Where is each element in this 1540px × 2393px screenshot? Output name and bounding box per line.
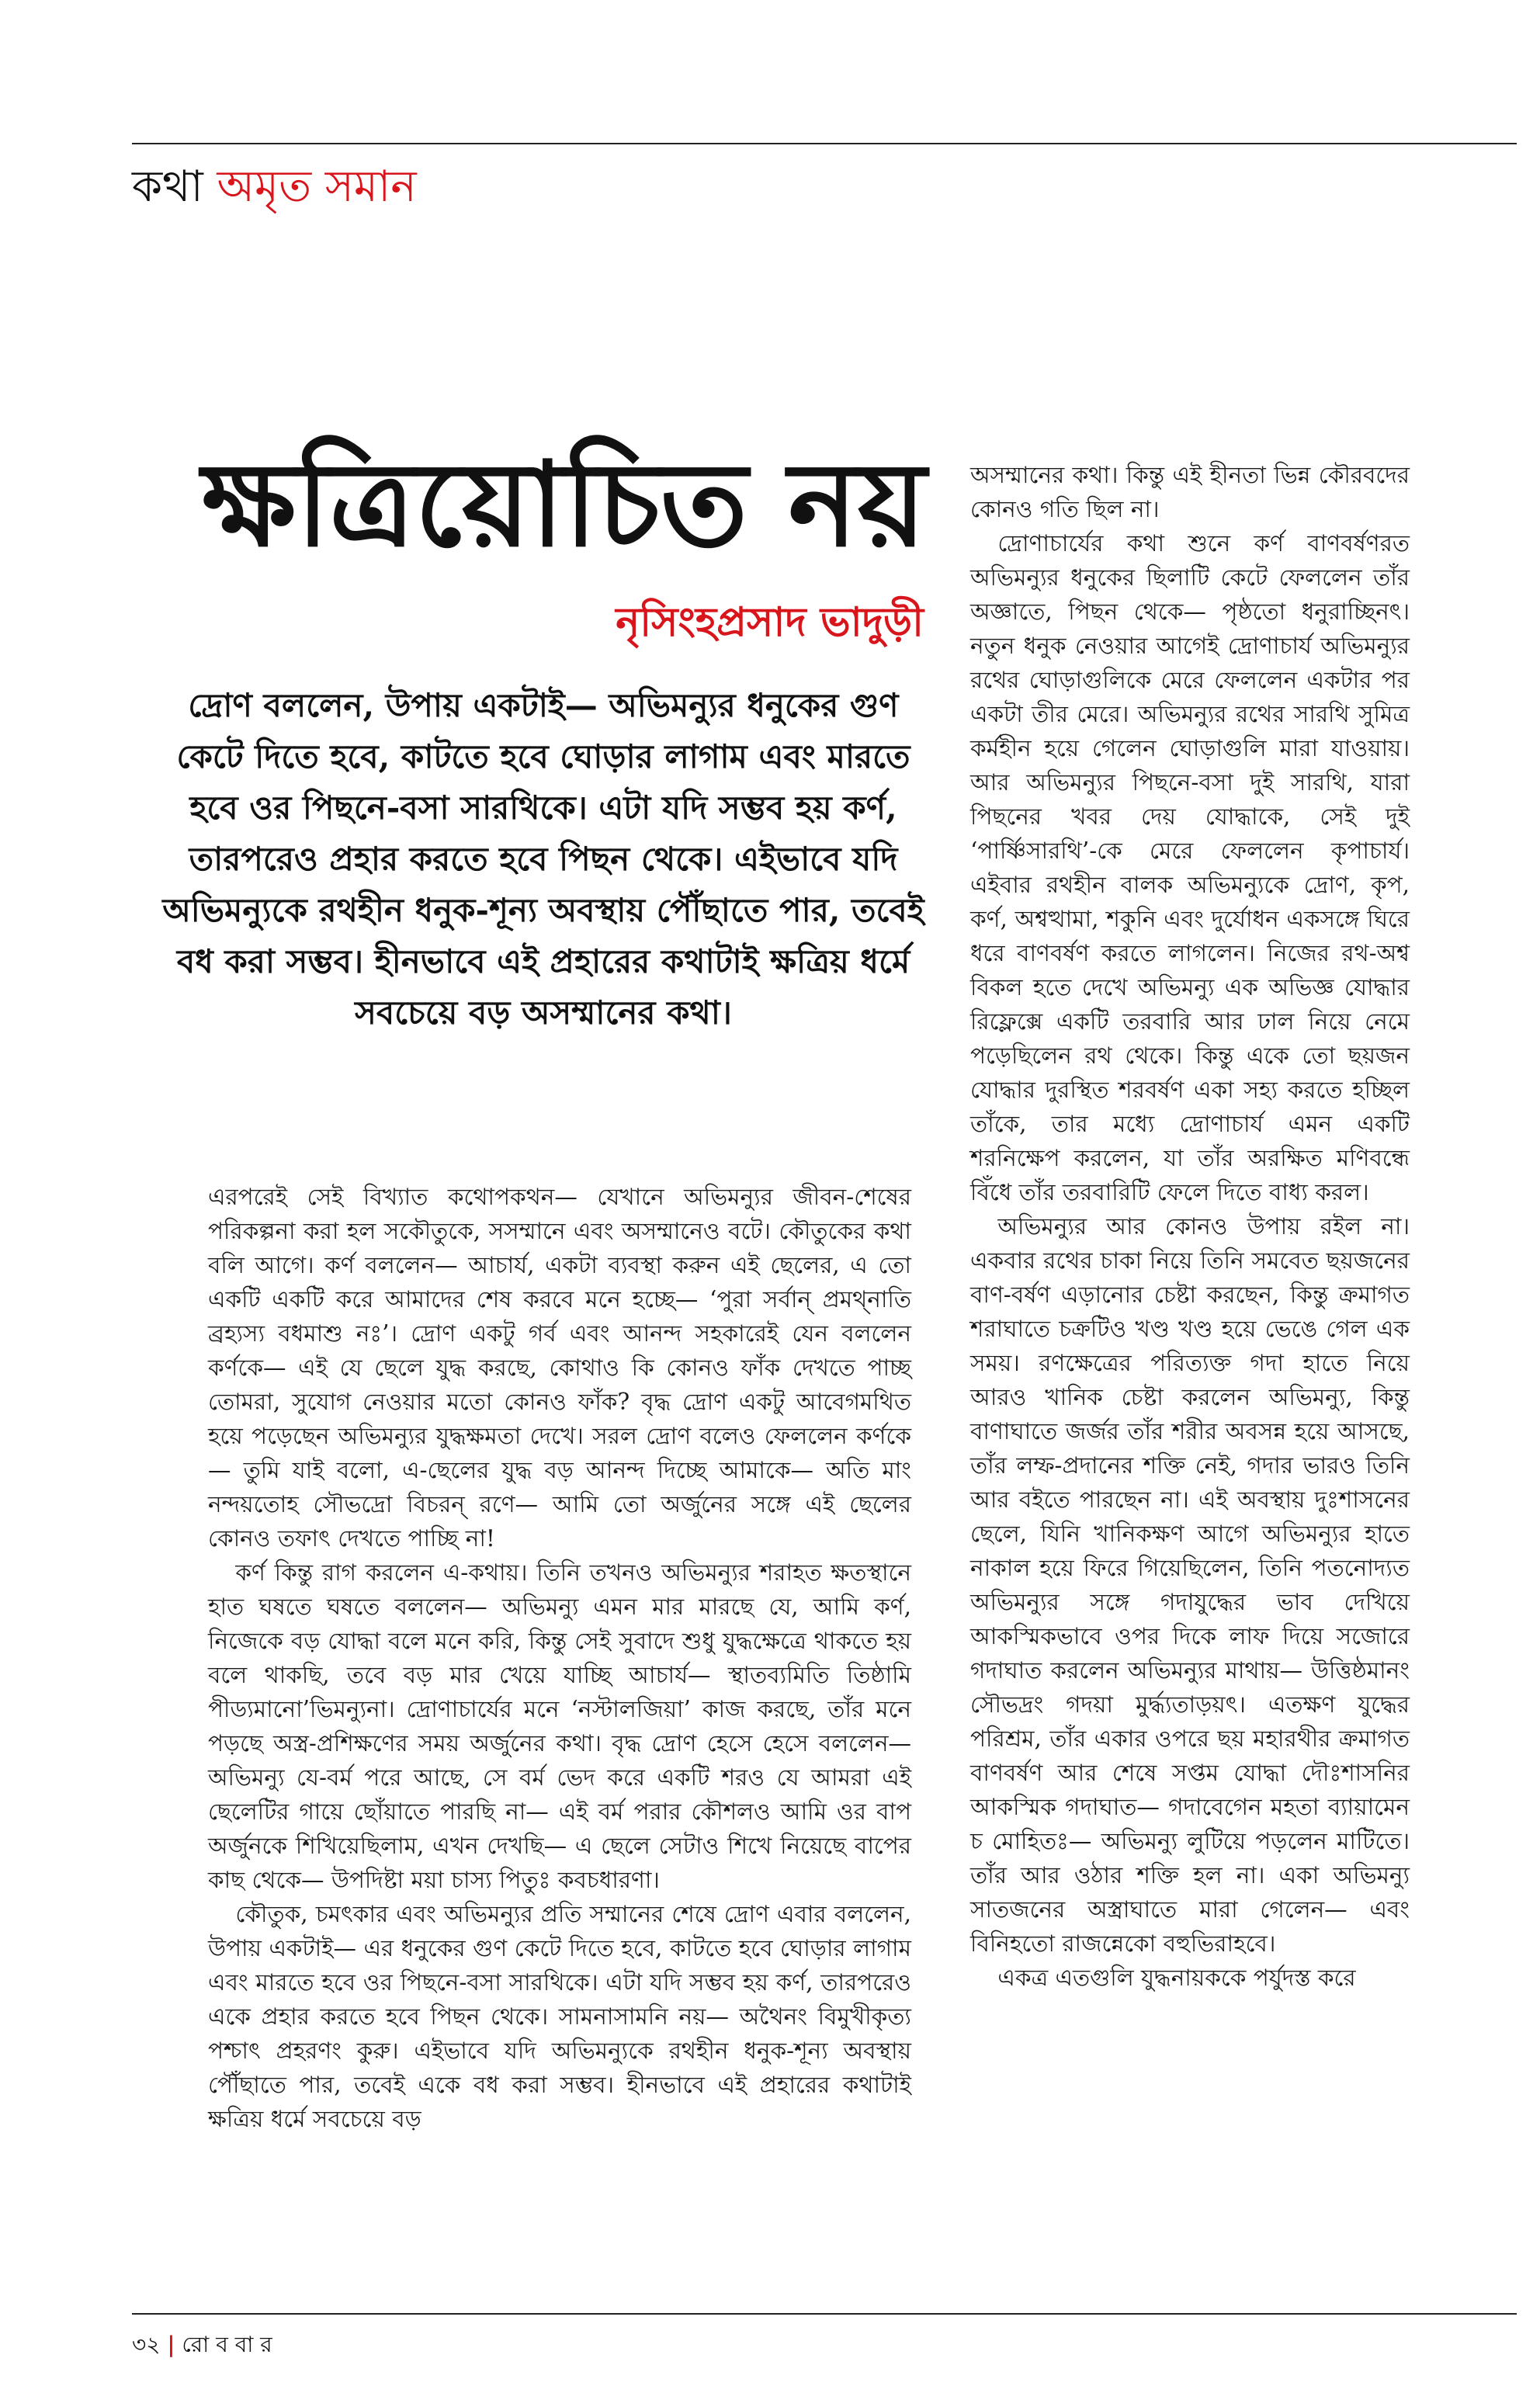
section-heading	[132, 160, 417, 214]
body-paragraph: এরপরেই সেই বিখ্যাত কথোপকথন— যেখানে অভিমন্যুর জীবন-শেষের পরিকল্পনা করা হল সকৌতুকে, সসম্মানে এবং অসম্মানেও বটে। কৌতুকের কথা বলি আগে। কর্ণ বললেন— আচার্য, একটা ব্যবস্থা করুন এই ছেলের, এ তো একটি একটি করে আমাদের শেষ করবে মনে হচ্ছে— ‘পুরা সর্বান্ প্রমথ্নাতি ব্রহ্যস্য বধমাশু নঃ’। দ্রোণ একটু গর্ব এবং আনন্দ সহকারেই যেন বললেন কর্ণকে— এই যে ছেলে যুদ্ধ করছে, কোথাও কি কোনও ফাঁক দেখতে পাচ্ছ তোমরা, সুযোগ নেওয়ার মতো কোনও ফাঁক? বৃদ্ধ দ্রোণ একটু আবেগমথিত হয়ে পড়েছেন অভিমন্যুর যুদ্ধক্ষমতা দেখে। সরল দ্রোণ বলেও ফেললেন কর্ণকে— তুমি যাই বলো, এ-ছেলের যুদ্ধ বড় আনন্দ দিচ্ছে আমাকে— অতি মাং নন্দয়তোহ সৌভদ্রো বিচরন্ রণে— আমি তো অর্জুনের সঙ্গে এই ছেলের কোনও তফাৎ দেখতে পাচ্ছি না!	[208, 1184, 911, 1552]
article-standfirst: দ্রোণ বললেন, উপায় একটাই— অভিমন্যুর ধনুকের গুণ কেটে দিতে হবে, কাটতে হবে ঘোড়ার লাগাম এবং মারতে হবে ওর পিছনে-বসা সারথিকে। এটা যদি সম্ভব হয় কর্ণ, তারপরেও প্রহার করতে হবে পিছন থেকে। এইভাবে যদি অভিমন্যুকে রথহীন ধনুক-শূন্য অবস্থায় পৌঁছাতে পার, তবেই বধ করা সম্ভব। হীনভাবে এই প্রহারের কথাটাই ক্ষত্রিয় ধর্মে সবচেয়ে বড় অসম্মানের কথা।	[162, 686, 924, 1032]
right-text-column	[970, 458, 1410, 1995]
footer-rule	[132, 2313, 1517, 2315]
body-paragraph: দ্রোণাচার্যের কথা শুনে কর্ণ বাণবর্ষণরত অভিমন্যুর ধনুকের ছিলাটি কেটে ফেললেন তাঁর অজ্ঞাতে, পিছন থেকে— পৃষ্ঠতো ধনুরাচ্ছিনৎ। নতুন ধনুক নেওয়ার আগেই দ্রোণাচার্য অভিমন্যুর রথের ঘোড়াগুলিকে মেরে ফেললেন একটার পর একটা তীর মেরে। অভিমন্যুর রথের সারথি সুমিত্র কর্মহীন হয়ে গেলেন ঘোড়াগুলি মারা যাওয়ায়। আর অভিমন্যুর পিছনে-বসা দুই সারথি, যারা পিছনের খবর দেয় যোদ্ধাকে, সেই দুই ‘পার্ষ্ণিসারথি’-কে মেরে ফেললেন কৃপাচার্য। এইবার রথহীন বালক অভিমন্যুকে দ্রোণ, কৃপ, কর্ণ, অশ্বত্থামা, শকুনি এবং দুর্যোধন একসঙ্গে ঘিরে ধরে বাণবর্ষণ করতে লাগলেন। নিজের রথ-অশ্ব বিকল হতে দেখে অভিমন্যু এক অভিজ্ঞ যোদ্ধার রিফ্লেক্সে একটি তরবারি আর ঢাল নিয়ে নেমে পড়েছিলেন রথ থেকে। কিন্তু একে তো ছয়জন যোদ্ধার দুরস্থিত শরবর্ষণ একা সহ্য করতে হচ্ছিল তাঁকে, তার মধ্যে দ্রোণাচার্য এমন একটি শরনিক্ষেপ করলেন, যা তাঁর অরক্ষিত মণিবন্ধে বিঁধে তাঁর তরবারিটি ফেলে দিতে বাধ্য করল।	[970, 530, 1410, 1205]
body-paragraph: অসম্মানের কথা। কিন্তু এই হীনতা ভিন্ন কৌরবদের কোনও গতি ছিল না।	[970, 462, 1410, 522]
folio-separator: |	[167, 2332, 175, 2357]
body-paragraph: একত্র এতগুলি যুদ্ধনায়ককে পর্যুদস্ত করে	[997, 1965, 1356, 1991]
page-footer	[132, 2331, 272, 2359]
body-paragraph: কৌতুক, চমৎকার এবং অভিমন্যুর প্রতি সম্মানের শেষে দ্রোণ এবার বললেন, উপায় একটাই— এর ধনুকের গুণ কেটে দিতে হবে, কাটতে হবে ঘোড়ার লাগাম এবং মারতে হবে ওর পিছনে-বসা সারথিকে। এটা যদি সম্ভব হয় কর্ণ, তারপরেও একে প্রহার করতে হবে পিছন থেকে। সামনাসামনি নয়— অথৈনং বিমুখীকৃত্য পশ্চাৎ প্রহরণং কুরু। এইভাবে যদি অভিমন্যুকে রথহীন ধনুক-শূন্য অবস্থায় পৌঁছাতে পার, তবেই একে বধ করা সম্ভব। হীনভাবে এই প্রহারের কথাটাই ক্ষত্রিয় ধর্মে সবচেয়ে বড়	[208, 1901, 911, 2132]
section-heading-part1: কথা	[132, 161, 203, 212]
header-rule	[132, 143, 1517, 144]
section-heading-part2: অমৃত সমান	[217, 161, 417, 212]
body-paragraph: অভিমন্যুর আর কোনও উপায় রইল না। একবার রথের চাকা নিয়ে তিনি সমবেত ছয়জনের বাণ-বর্ষণ এড়ানোর চেষ্টা করছেন, কিন্তু ক্রমাগত শরাঘাতে চক্রটিও খণ্ড খণ্ড হয়ে ভেঙে গেল এক সময়। রণক্ষেত্রের পরিত্যক্ত গদা হাতে নিয়ে আরও খানিক চেষ্টা করলেন অভিমন্যু, কিন্তু বাণাঘাতে জর্জর তাঁর শরীর অবসন্ন হয়ে আসছে, তাঁর লম্ফ-প্রদানের শক্তি নেই, গদার ভারও তিনি আর বইতে পারছেন না। এই অবস্থায় দুঃশাসনের ছেলে, যিনি খানিকক্ষণ আগে অভিমন্যুর হাতে নাকাল হয়ে ফিরে গিয়েছিলেন, তিনি পতনোদ্যত অভিমন্যুর সঙ্গে গদাযুদ্ধের ভাব দেখিয়ে আকস্মিকভাবে ওপর দিকে লাফ দিয়ে সজোরে গদাঘাত করলেন অভিমন্যুর মাথায়— উত্তিষ্ঠমানং সৌভদ্রং গদয়া মুর্দ্ধ্যতাড়য়ৎ। এতক্ষণ যুদ্ধের পরিশ্রম, তাঁর একার ওপরে ছয় মহারথীর ক্রমাগত বাণবর্ষণ আর শেষে সপ্তম যোদ্ধা দৌঃশাসনির আকস্মিক গদাঘাত— গদাবেগেন মহতা ব্যায়ামেন চ মোহিতঃ— অভিমন্যু লুটিয়ে পড়লেন মাটিতে। তাঁর আর ওঠার শক্তি হল না। একা অভিমন্যু সাতজনের অস্ত্রাঘাতে মারা গেলেন— এবং বিনিহতো রাজন্নেকো বহুভিরাহবে।	[970, 1213, 1410, 1957]
page-number: ৩২	[132, 2332, 161, 2357]
left-text-column	[208, 1180, 911, 2136]
magazine-name: রো ব বা র	[182, 2332, 272, 2357]
body-paragraph: কর্ণ কিন্তু রাগ করলেন এ-কথায়। তিনি তখনও অভিমন্যুর শরাহত ক্ষতস্থানে হাত ঘষতে ঘষতে বললেন— অভিমন্যু এমন মার মারছে যে, আমি কর্ণ, নিজেকে বড় যোদ্ধা বলে মনে করি, কিন্তু সেই সুবাদে শুধু যুদ্ধক্ষেত্রে থাকতে হয় বলে থাকছি, তবে বড় মার খেয়ে যাচ্ছি আচার্য— স্থাতব্যমিতি তিষ্ঠামি পীড্যমানো’ভিমন্যুনা। দ্রোণাচার্যের মনে ‘নস্টালজিয়া’ কাজ করছে, তাঁর মনে পড়ছে অস্ত্র-প্রশিক্ষণের সময় অর্জুনের কথা। বৃদ্ধ দ্রোণ হেসে হেসে বললেন— অভিমন্যু যে-বর্ম পরে আছে, সে বর্ম ভেদ করে একটি শরও যে আমরা এই ছেলেটির গায়ে ছোঁয়াতে পারছি না— এই বর্ম পরার কৌশলও আমি ওর বাপ অর্জুনকে শিখিয়েছিলাম, এখন দেখছি— এ ছেলে সেটাও শিখে নিয়েছে বাপের কাছ থেকে— উপদিষ্টা ময়া চাস্য পিতুঃ কবচধারণা।	[208, 1559, 911, 1893]
article-title: ক্ষত্রিয়োচিত নয়	[202, 436, 927, 573]
author-byline: নৃসিংহপ্রসাদ ভাদুড়ী	[616, 598, 924, 646]
